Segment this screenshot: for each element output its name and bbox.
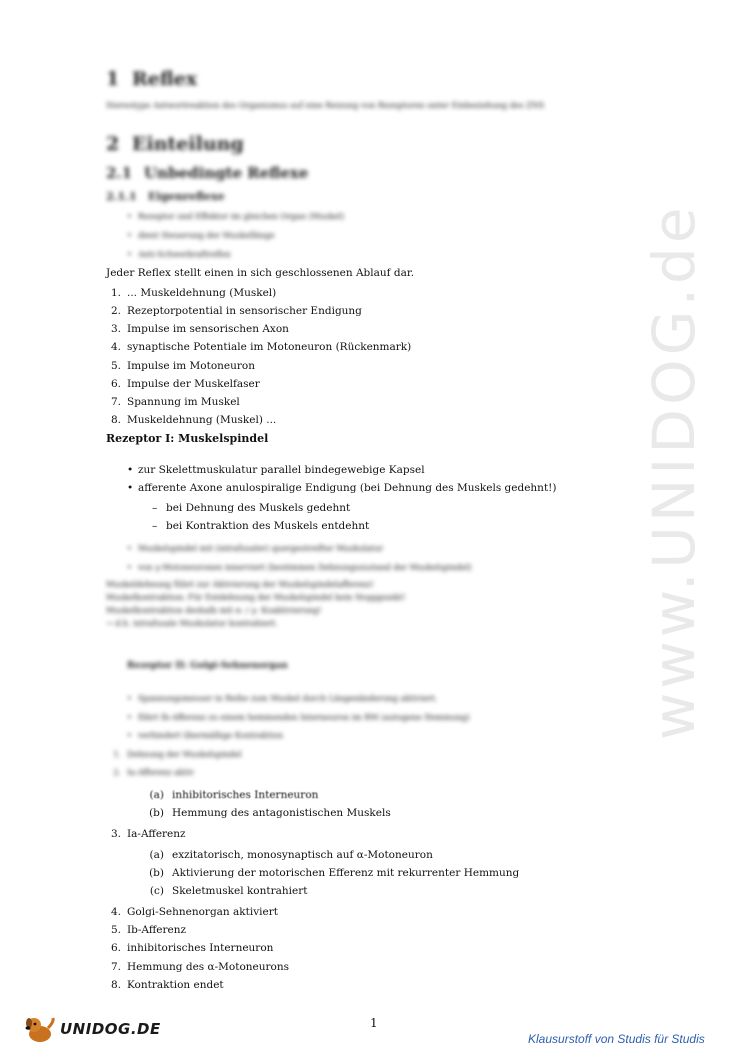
- list-item: 2. Rezeptorpotential in sensorischer Endigung: [110, 305, 362, 317]
- list-item: • Spannungsmesser in Reihe zum Muskel durch Längenänderung aktiviert.: [138, 694, 437, 703]
- list-item: • afferente Axone anulospiralige Endigung (bei Dehnung des Muskels gedehnt!): [138, 483, 556, 494]
- rezeptor-2-heading: Rezeptor II: Golgi-Sehnenorgan: [127, 661, 288, 671]
- list-item: • Anti-Schwerkraftreflex: [138, 250, 231, 259]
- text-line: → d.h. intrafusale Muskulatur kontrahiert.: [106, 619, 278, 628]
- list-item: • dient Steuerung der Muskellänge: [138, 231, 275, 240]
- rezeptor-1-heading: Rezeptor I: Muskelspindel: [106, 432, 269, 445]
- list-item: 3. Ia-Afferenz: [110, 828, 186, 840]
- section-2-heading: [106, 133, 244, 155]
- logo-text: UNIDOG.DE: [60, 1020, 161, 1038]
- section-number: 2.1: [106, 164, 133, 182]
- list-item: – bei Dehnung des Muskels gedehnt: [166, 503, 350, 514]
- list-item: 8. Kontraktion endet: [110, 979, 224, 991]
- list-item: • von γ-Motoneuronen innerviert (bestimmen Dehnungszustand der Muskelspindel): [138, 563, 472, 572]
- section-title: Reflex: [132, 68, 198, 90]
- unidog-logo[interactable]: [24, 1014, 161, 1044]
- reflex-intro: Jeder Reflex stellt einen in sich geschlossenen Ablauf dar.: [106, 267, 415, 279]
- list-item: 2. Ia-Afferenz aktiv: [113, 768, 195, 777]
- list-item: • zur Skelettmuskulatur parallel bindegewebige Kapsel: [138, 465, 425, 476]
- footer-slogan: Klausurstoff von Studis für Studis: [528, 1032, 705, 1046]
- list-item: 5. Impulse im Motoneuron: [110, 360, 255, 372]
- list-item: (c) Skeletmuskel kontrahiert: [149, 885, 308, 897]
- reflex-definition: Stereotype Antwortreaktion des Organismus auf eine Reizung von Rezeptoren unter Einbeziehung des ZNS: [106, 101, 545, 110]
- list-item: 4. Golgi-Sehnenorgan aktiviert: [110, 906, 278, 918]
- list-item: (b) Hemmung des antagonistischen Muskels: [149, 807, 391, 819]
- list-item: (b) Aktivierung der motorischen Efferenz mit rekurrenter Hemmung: [149, 867, 520, 879]
- list-item: 1. ... Muskeldehnung (Muskel): [110, 287, 277, 299]
- section-number: 1: [106, 68, 120, 90]
- page-number: 1: [370, 1016, 378, 1030]
- list-item: • Rezeptor und Effektor im gleichen Organ (Muskel): [138, 212, 344, 221]
- list-item: 6. Impulse der Muskelfaser: [110, 378, 260, 390]
- text-line: Muskelkontraktion deshalb mit α- / γ- Koaktivierung!: [106, 606, 322, 615]
- list-item: • verhindert übermäßige Kontraktion: [138, 731, 283, 740]
- section-number: 2: [106, 133, 120, 155]
- list-item: (a) inhibitorisches Interneuron: [149, 789, 319, 801]
- list-item: 4. synaptische Potentiale im Motoneuron (Rückenmark): [110, 341, 412, 353]
- list-item: 1. Dehnung der Muskelspindel: [113, 750, 242, 759]
- section-title: Eigenreflexe: [148, 190, 225, 203]
- list-item: • führt Ib-Afferenz zu einem hemmenden Interneuron im RM (autogene Hemmung): [138, 713, 470, 722]
- list-item: 5. Ib-Afferenz: [110, 924, 187, 936]
- dog-icon: [24, 1014, 56, 1044]
- list-item: 8. Muskeldehnung (Muskel) ...: [110, 414, 277, 426]
- section-title: Unbedingte Reflexe: [144, 164, 309, 182]
- section-title: Einteilung: [132, 133, 244, 155]
- list-item: 7. Hemmung des α-Motoneurons: [110, 961, 290, 973]
- section-2-1-1-heading: [106, 190, 225, 203]
- section-1-heading: [106, 68, 197, 90]
- section-2-1-heading: [106, 164, 308, 182]
- list-item: • Muskelspindel mit (intrafusaler) quergestreifter Muskulatur: [138, 544, 383, 553]
- watermark: www.UNIDOG.de: [640, 203, 708, 740]
- list-item: 3. Impulse im sensorischen Axon: [110, 323, 289, 335]
- text-line: Muskeldehnung führt zur Aktivierung der Muskelspindelafferenz!: [106, 580, 374, 589]
- list-item: – bei Kontraktion des Muskels entdehnt: [166, 521, 369, 532]
- list-item: (a) exzitatorisch, monosynaptisch auf α-Motoneuron: [149, 849, 433, 861]
- text-line: Muskelkontraktion: Für Entdehnung der Muskelspindel kein Stopppunkt!: [106, 593, 406, 602]
- list-item: 6. inhibitorisches Interneuron: [110, 942, 274, 954]
- section-number: 2.1.1: [106, 190, 137, 203]
- list-item: 7. Spannung im Muskel: [110, 396, 240, 408]
